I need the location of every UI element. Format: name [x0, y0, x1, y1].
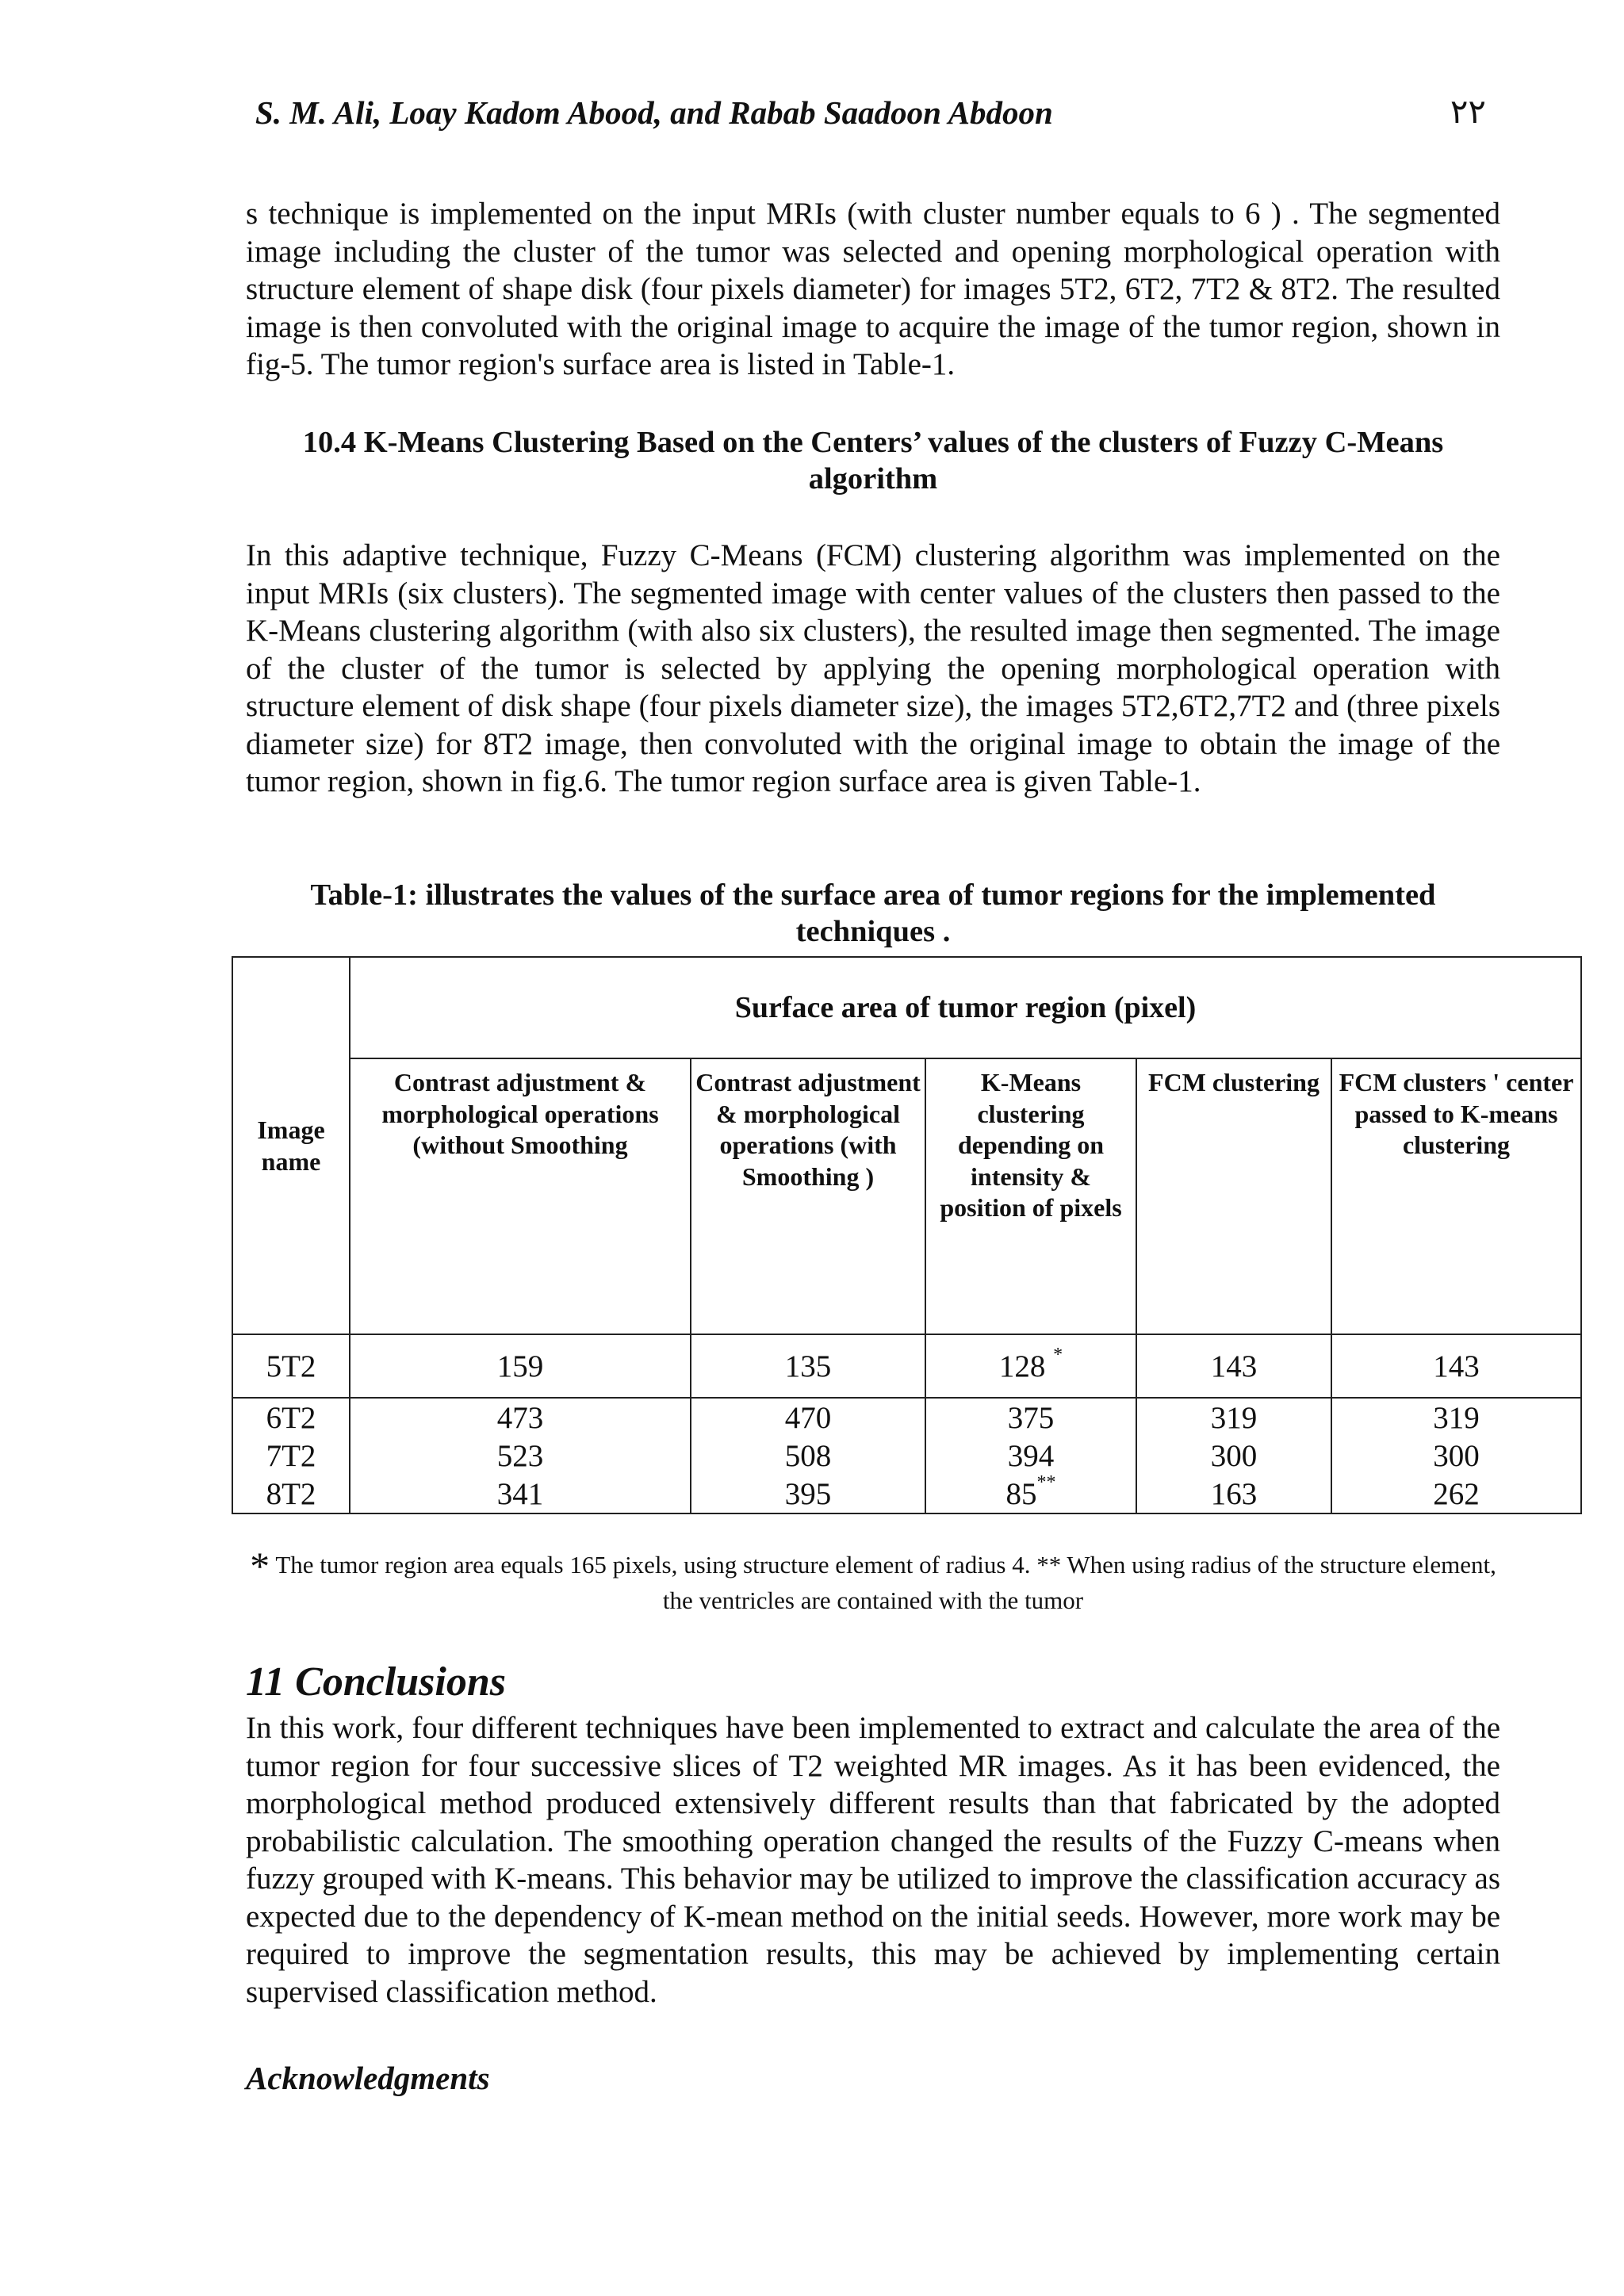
footnote-marker: ** — [1036, 1471, 1056, 1493]
cell-value-kmeans — [925, 1437, 1136, 1475]
table-row — [232, 1398, 1581, 1437]
running-header-authors: S. M. Ali, Loay Kadom Abood, and Rabab Saadoon Abdoon — [255, 94, 1053, 131]
column-header-fcm: FCM clustering — [1136, 1058, 1331, 1334]
results-table — [232, 956, 1582, 1514]
cell-value: 159 — [350, 1334, 691, 1398]
cell-value: 143 — [1136, 1334, 1331, 1398]
cell-value: 523 — [350, 1437, 691, 1475]
cell-value: 262 — [1331, 1475, 1581, 1513]
cell-value: 163 — [1136, 1475, 1331, 1513]
cell-value: 300 — [1331, 1437, 1581, 1475]
column-header-contrast-with-smoothing: Contrast adjustment & morphological operations (with Smoothing ) — [691, 1058, 925, 1334]
section-10-3-tail-paragraph: s technique is implemented on the input MRIs (with cluster number equals to 6 ) . The segmented image including the cluster of the tumor was selected and opening morphological operation with structure element of shape disk (four pixels diameter) for images 5T2, 6T2, 7T2 & 8T2. The resulted image is then convoluted with the original image to acquire the image of the tumor region, shown in fig-5. The tumor region's surface area is listed in Table-1. — [246, 197, 1500, 381]
section-10-4-heading: 10.4 K-Means Clustering Based on the Centers’ values of the clusters of Fuzzy C-Means algorithm — [302, 426, 1444, 496]
cell-value: 470 — [691, 1398, 925, 1437]
footnote-star: * — [250, 1544, 270, 1588]
cell-value: 85 — [1005, 1476, 1037, 1511]
cell-value-kmeans — [925, 1471, 1136, 1513]
cell-value: 508 — [691, 1437, 925, 1475]
cell-value: 473 — [350, 1398, 691, 1437]
surface-area-super-header: Surface area of tumor region (pixel) — [350, 957, 1581, 1058]
section-10-4-paragraph: In this adaptive technique, Fuzzy C-Means (FCM) clustering algorithm was implemented on the input MRIs (six clusters). The segmented image with center values of the clusters then passed to the K-Means clustering algorithm (with also six clusters), the resulted image then segmented. The image of the cluster of the tumor is selected by applying the opening morphological operation with structure element of disk shape (four pixels diameter size), the images 5T2,6T2,7T2 and (three pixels diameter size) for 8T2 image, then convoluted with the original image to obtain the image of the tumor region, shown in fig.6. The tumor region surface area is given Table-1. — [246, 538, 1500, 798]
cell-value: 394 — [1007, 1438, 1055, 1473]
image-name-header: Image name — [232, 957, 350, 1334]
conclusions-paragraph: In this work, four different techniques have been implemented to extract and calculate the area of the tumor region for four successive slices of T2 weighted MR images. As it has been evidenced, the morphological method produced extensively different results than that fabricated by the adopted probabilistic calculation. The smoothing operation changed the results of the Fuzzy C-means when fuzzy grouped with K-means. This behavior may be utilized to improve the classification accuracy as expected due to the dependency of K-mean method on the initial seeds. However, more work may be required to improve the segmentation results, this may be achieved by implementing certain supervised classification method. — [246, 1711, 1500, 2009]
cell-value: 375 — [1007, 1400, 1055, 1435]
conclusions-heading: 11 Conclusions — [246, 1659, 507, 1705]
table-row — [232, 1334, 1581, 1398]
footnote-text: The tumor region area equals 165 pixels, using structure element of radius 4. ** When using radius of the structure element, the ventricles are contained with the tumor — [275, 1551, 1496, 1614]
cell-image: 7T2 — [232, 1437, 350, 1475]
cell-value: 135 — [691, 1334, 925, 1398]
table-footnote — [246, 1544, 1500, 1617]
cell-value: 128 — [998, 1349, 1046, 1383]
cell-value: 143 — [1331, 1334, 1581, 1398]
table-row — [232, 1475, 1581, 1513]
footnote-marker: * — [1053, 1344, 1063, 1365]
cell-value: 319 — [1331, 1398, 1581, 1437]
cell-image: 5T2 — [232, 1334, 350, 1398]
cell-image: 8T2 — [232, 1475, 350, 1513]
page-number: ٢٢ — [1450, 94, 1486, 131]
table-row — [232, 1437, 1581, 1475]
column-header-contrast-no-smoothing: Contrast adjustment & morphological operations (without Smoothing — [350, 1058, 691, 1334]
cell-value: 341 — [350, 1475, 691, 1513]
cell-value-kmeans — [925, 1334, 1136, 1398]
cell-value-kmeans — [925, 1398, 1136, 1437]
cell-image: 6T2 — [232, 1398, 350, 1437]
column-header-kmeans: K-Means clustering depending on intensity & position of pixels — [925, 1058, 1136, 1334]
table-caption: Table-1: illustrates the values of the surface area of tumor regions for the implemented techniques . — [310, 878, 1436, 948]
cell-value: 395 — [691, 1475, 925, 1513]
acknowledgments-heading: Acknowledgments — [246, 2060, 490, 2096]
column-header-fcm-kmeans: FCM clusters ' center passed to K-means clustering — [1331, 1058, 1581, 1334]
cell-value: 319 — [1136, 1398, 1331, 1437]
cell-value: 300 — [1136, 1437, 1331, 1475]
